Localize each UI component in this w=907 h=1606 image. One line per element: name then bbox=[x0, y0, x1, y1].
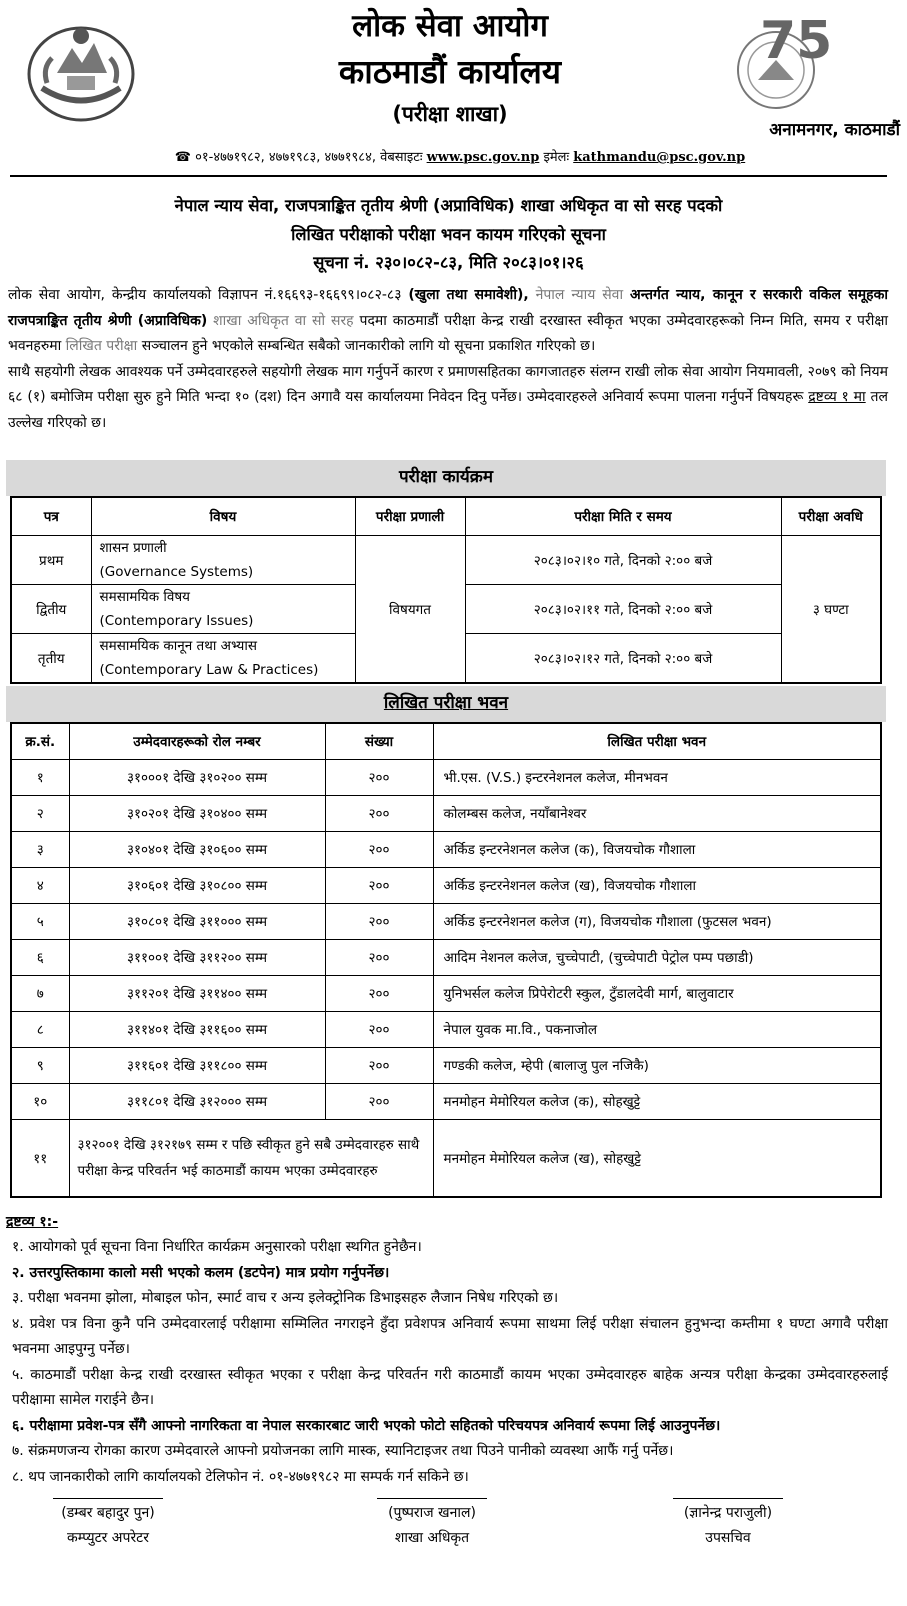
note-item: ४. प्रवेश पत्र विना कुनै पनि उम्मेदवारलाई परीक्षामा सम्मिलित नगराइने हुँदा प्रवेशपत्र अनिवार्य रूपमा साथमा लिई परीक्षा संचालन हुनुभन्दा कम्तीमा १ घण्टा अगावै परीक्षा भवनमा आइपुग्नु पर्नेछ। bbox=[12, 1315, 888, 1357]
hall-rows bbox=[11, 759, 881, 1119]
exam-duration: ३ घण्टा bbox=[781, 535, 881, 683]
notice-number: सूचना नं. २३०।०८२-८३, मिति २०८३।०१।२६ bbox=[313, 253, 584, 272]
header-divider bbox=[10, 175, 887, 177]
col-system: परीक्षा प्रणाली bbox=[355, 497, 465, 535]
exam-system: विषयगत bbox=[355, 535, 465, 683]
note-item: ८. थप जानकारीको लागि कार्यालयको टेलिफोन नं. ०१-४७७१९८२ मा सम्पर्क गर्न सकिने छ। bbox=[12, 1468, 469, 1485]
nepal-emblem bbox=[22, 18, 140, 126]
col-paper: पत्र bbox=[11, 497, 91, 535]
note-item: ५. काठमाडौं परीक्षा केन्द्र राखी दरखास्त स्वीकृत भएका र परीक्षा केन्द्र परिवर्तन गरी काठमाडौं कायम भएका उम्मेदवारहरु बाहेक अन्यत्र परीक्षा केन्द्रका उम्मेदवारहरुलाई परीक्षामा सामेल गराईने छैन। bbox=[12, 1366, 888, 1408]
table-row: ११ ३१२००१ देखि ३१२१७९ सम्म र पछि स्वीकृत हुने सबै उम्मेदवारहरु साथै परीक्षा केन्द्र परिवर्तन भई काठमाडौं कायम भएका उम्मेदवारहरु मनमोहन मेमोरियल कलेज (ख), सोहखुट्टे bbox=[11, 1119, 881, 1197]
col-count: संख्या bbox=[325, 723, 433, 759]
table-row: ४ ३१०६०१ देखि ३१०८०० सम्म २०० अर्किड इन्टरनेशनल कलेज (ख), विजयचोक गौशाला bbox=[11, 867, 881, 903]
section-name: (परीक्षा शाखा) bbox=[392, 102, 508, 126]
table-row: १ ३१०००१ देखि ३१०२०० सम्म २०० भी.एस. (V.S.) इन्टरनेशनल कलेज, मीनभवन bbox=[11, 759, 881, 795]
notice-title-line2: लिखित परीक्षाको परीक्षा भवन कायम गरिएको सूचना bbox=[291, 225, 606, 244]
table-row: ५ ३१०८०१ देखि ३११००० सम्म २०० अर्किड इन्टरनेशनल कलेज (ग), विजयचोक गौशाला (फुटसल भवन) bbox=[11, 903, 881, 939]
office-address: अनामनगर, काठमाडौं bbox=[769, 120, 900, 140]
note-item: २. उत्तरपुस्तिकामा कालो मसी भएको कलम (डटपेन) मात्र प्रयोग गर्नुपर्नेछ। bbox=[12, 1264, 390, 1281]
table-row: १० ३११८०१ देखि ३१२००० सम्म २०० मनमोहन मेमोरियल कलेज (क), सोहखुट्टे bbox=[11, 1083, 881, 1119]
contact-line bbox=[100, 147, 820, 165]
table-row: ८ ३११४०१ देखि ३११६०० सम्म २०० नेपाल युवक मा.वि., पकनाजोल bbox=[11, 1011, 881, 1047]
table-row: ३ ३१०४०१ देखि ३१०६०० सम्म २०० अर्किड इन्टरनेशनल कलेज (क), विजयचोक गौशाला bbox=[11, 831, 881, 867]
table-row: ७ ३११२०१ देखि ३११४०० सम्म २०० युनिभर्सल कलेज प्रिपेरोटरी स्कुल, टुँडालदेवी मार्ग, बालुवाटार bbox=[11, 975, 881, 1011]
intro-paragraphs bbox=[8, 283, 888, 436]
signature-2: (पुष्पराज खनाल) शाखा अधिकृत bbox=[352, 1498, 512, 1551]
table-row: द्वितीय समसामयिक विषय (Contemporary Issues) २०८३।०२।११ गते, दिनको २:०० बजे bbox=[11, 584, 881, 633]
signature-3: (ज्ञानेन्द्र पराजुली) उपसचिव bbox=[648, 1498, 808, 1551]
note-item: ३. परीक्षा भवनमा झोला, मोबाइल फोन, स्मार्ट वाच र अन्य इलेक्ट्रोनिक डिभाइसहरु लैजान निषेध गरिएको छ। bbox=[12, 1290, 559, 1306]
col-hall: लिखित परीक्षा भवन bbox=[433, 723, 881, 759]
table-row: तृतीय समसामयिक कानून तथा अभ्यास (Contemporary Law & Practices) २०८३।०२।१२ गते, दिनको २:०० बजे bbox=[11, 633, 881, 683]
halls-table bbox=[10, 722, 882, 1198]
signature-1: (डम्बर बहादुर पुन) कम्प्युटर अपरेटर bbox=[28, 1498, 188, 1551]
office-name: काठमाडौं कार्यालय bbox=[338, 52, 562, 91]
note-item: ६. परीक्षामा प्रवेश-पत्र सँगै आफ्नो नागरिकता वा नेपाल सरकारबाट जारी भएको फोटो सहितको परिचयपत्र अनिवार्य रूपमा लिई आउनुपर्नेछ। bbox=[12, 1417, 721, 1434]
notice-title-line1: नेपाल न्याय सेवा, राजपत्राङ्कित तृतीय श्रेणी (अप्राविधिक) शाखा अधिकृत वा सो सरह पदको bbox=[174, 196, 723, 215]
table-row: ९ ३११६०१ देखि ३११८०० सम्म २०० गण्डकी कलेज, म्हेपी (बालाजु पुल नजिकै) bbox=[11, 1047, 881, 1083]
email-label: इमेलः bbox=[543, 150, 570, 165]
col-sn: क्र.सं. bbox=[11, 723, 69, 759]
anniversary-number: 75 bbox=[760, 11, 833, 71]
table-row: प्रथम शासन प्रणाली (Governance Systems) विषयगत २०८३।०२।१० गते, दिनको २:०० बजे ३ घण्टा bbox=[11, 535, 881, 584]
col-duration: परीक्षा अवधि bbox=[781, 497, 881, 535]
schedule-heading: परीक्षा कार्यक्रम bbox=[6, 460, 886, 496]
col-roll: उम्मेदवारहरूको रोल नम्बर bbox=[69, 723, 325, 759]
anniversary-logo bbox=[730, 8, 840, 118]
notes-list bbox=[12, 1235, 888, 1490]
notes-heading: द्रष्टव्य १:- bbox=[6, 1214, 59, 1230]
halls-heading: लिखित परीक्षा भवन bbox=[6, 686, 886, 722]
email-link[interactable]: kathmandu@psc.gov.np bbox=[573, 150, 746, 165]
note-item: ७. संक्रमणजन्य रोगका कारण उम्मेदवारले आफ्नो प्रयोजनका लागि मास्क, स्यानिटाइजर तथा पिउने पानीको व्यवस्था आफैं गर्नु पर्नेछ। bbox=[12, 1443, 674, 1459]
schedule-table bbox=[10, 496, 882, 684]
table-row: ६ ३११००१ देखि ३११२०० सम्म २०० आदिम नेशनल कलेज, चुच्चेपाटी, (चुच्चेपाटी पेट्रोल पम्प पछाडी) bbox=[11, 939, 881, 975]
intro-paragraph-2: साथै सहयोगी लेखक आवश्यक पर्ने उम्मेदवारहरुले सहयोगी लेखक माग गर्नुपर्ने कारण र प्रमाणसहितका कागजातहरु संलग्न राखी लोक सेवा आयोग नियमावली, २०७९ को नियम ६८ (१) बमोजिम परीक्षा सुरु हुने मिति भन्दा १० (दश) दिन अगावै यस कार्यालयमा निवेदन दिनु पर्नेछ। उम्मेदवारहरुले अनिवार्य रूपमा पालना गर्नुपर्ने विषयहरू द्रष्टव्य १ मा तल उल्लेख गरिएको छ। bbox=[8, 363, 889, 431]
org-name: लोक सेवा आयोग bbox=[352, 8, 548, 44]
intro-paragraph-1: लोक सेवा आयोग, केन्द्रीय कार्यालयको विज्ञापन नं.१६६९३-१६६९९।०८२-८३ (खुला तथा समावेशी), नेपाल न्याय सेवा अन्तर्गत न्याय, कानून र सरकारी वकिल समूहका राजपत्राङ्कित तृतीय श्रेणी (अप्राविधिक) शाखा अधिकृत वा सो सरह पदमा काठमाडौं परीक्षा केन्द्र राखी दरखास्त स्वीकृत भएका उम्मेदवारहरूको निम्न मिति, समय र परीक्षा भवनहरुमा लिखित परीक्षा सञ्चालन हुने भएकोले सम्बन्धित सबैको जानकारीको लागि यो सूचना प्रकाशित गरिएको छ। bbox=[8, 287, 889, 354]
col-subject: विषय bbox=[91, 497, 355, 535]
col-datetime: परीक्षा मिति र समय bbox=[465, 497, 781, 535]
table-row: २ ३१०२०१ देखि ३१०४०० सम्म २०० कोलम्बस कलेज, नयाँबानेश्वर bbox=[11, 795, 881, 831]
note-item: १. आयोगको पूर्व सूचना विना निर्धारित कार्यक्रम अनुसारको परीक्षा स्थगित हुनेछैन। bbox=[12, 1239, 422, 1255]
website-link[interactable]: www.psc.gov.np bbox=[426, 150, 540, 165]
phone-numbers: ☎ ०१-४७७१९८२, ४७७१९८३, ४७७१९८४, वेबसाइटः bbox=[174, 150, 423, 165]
